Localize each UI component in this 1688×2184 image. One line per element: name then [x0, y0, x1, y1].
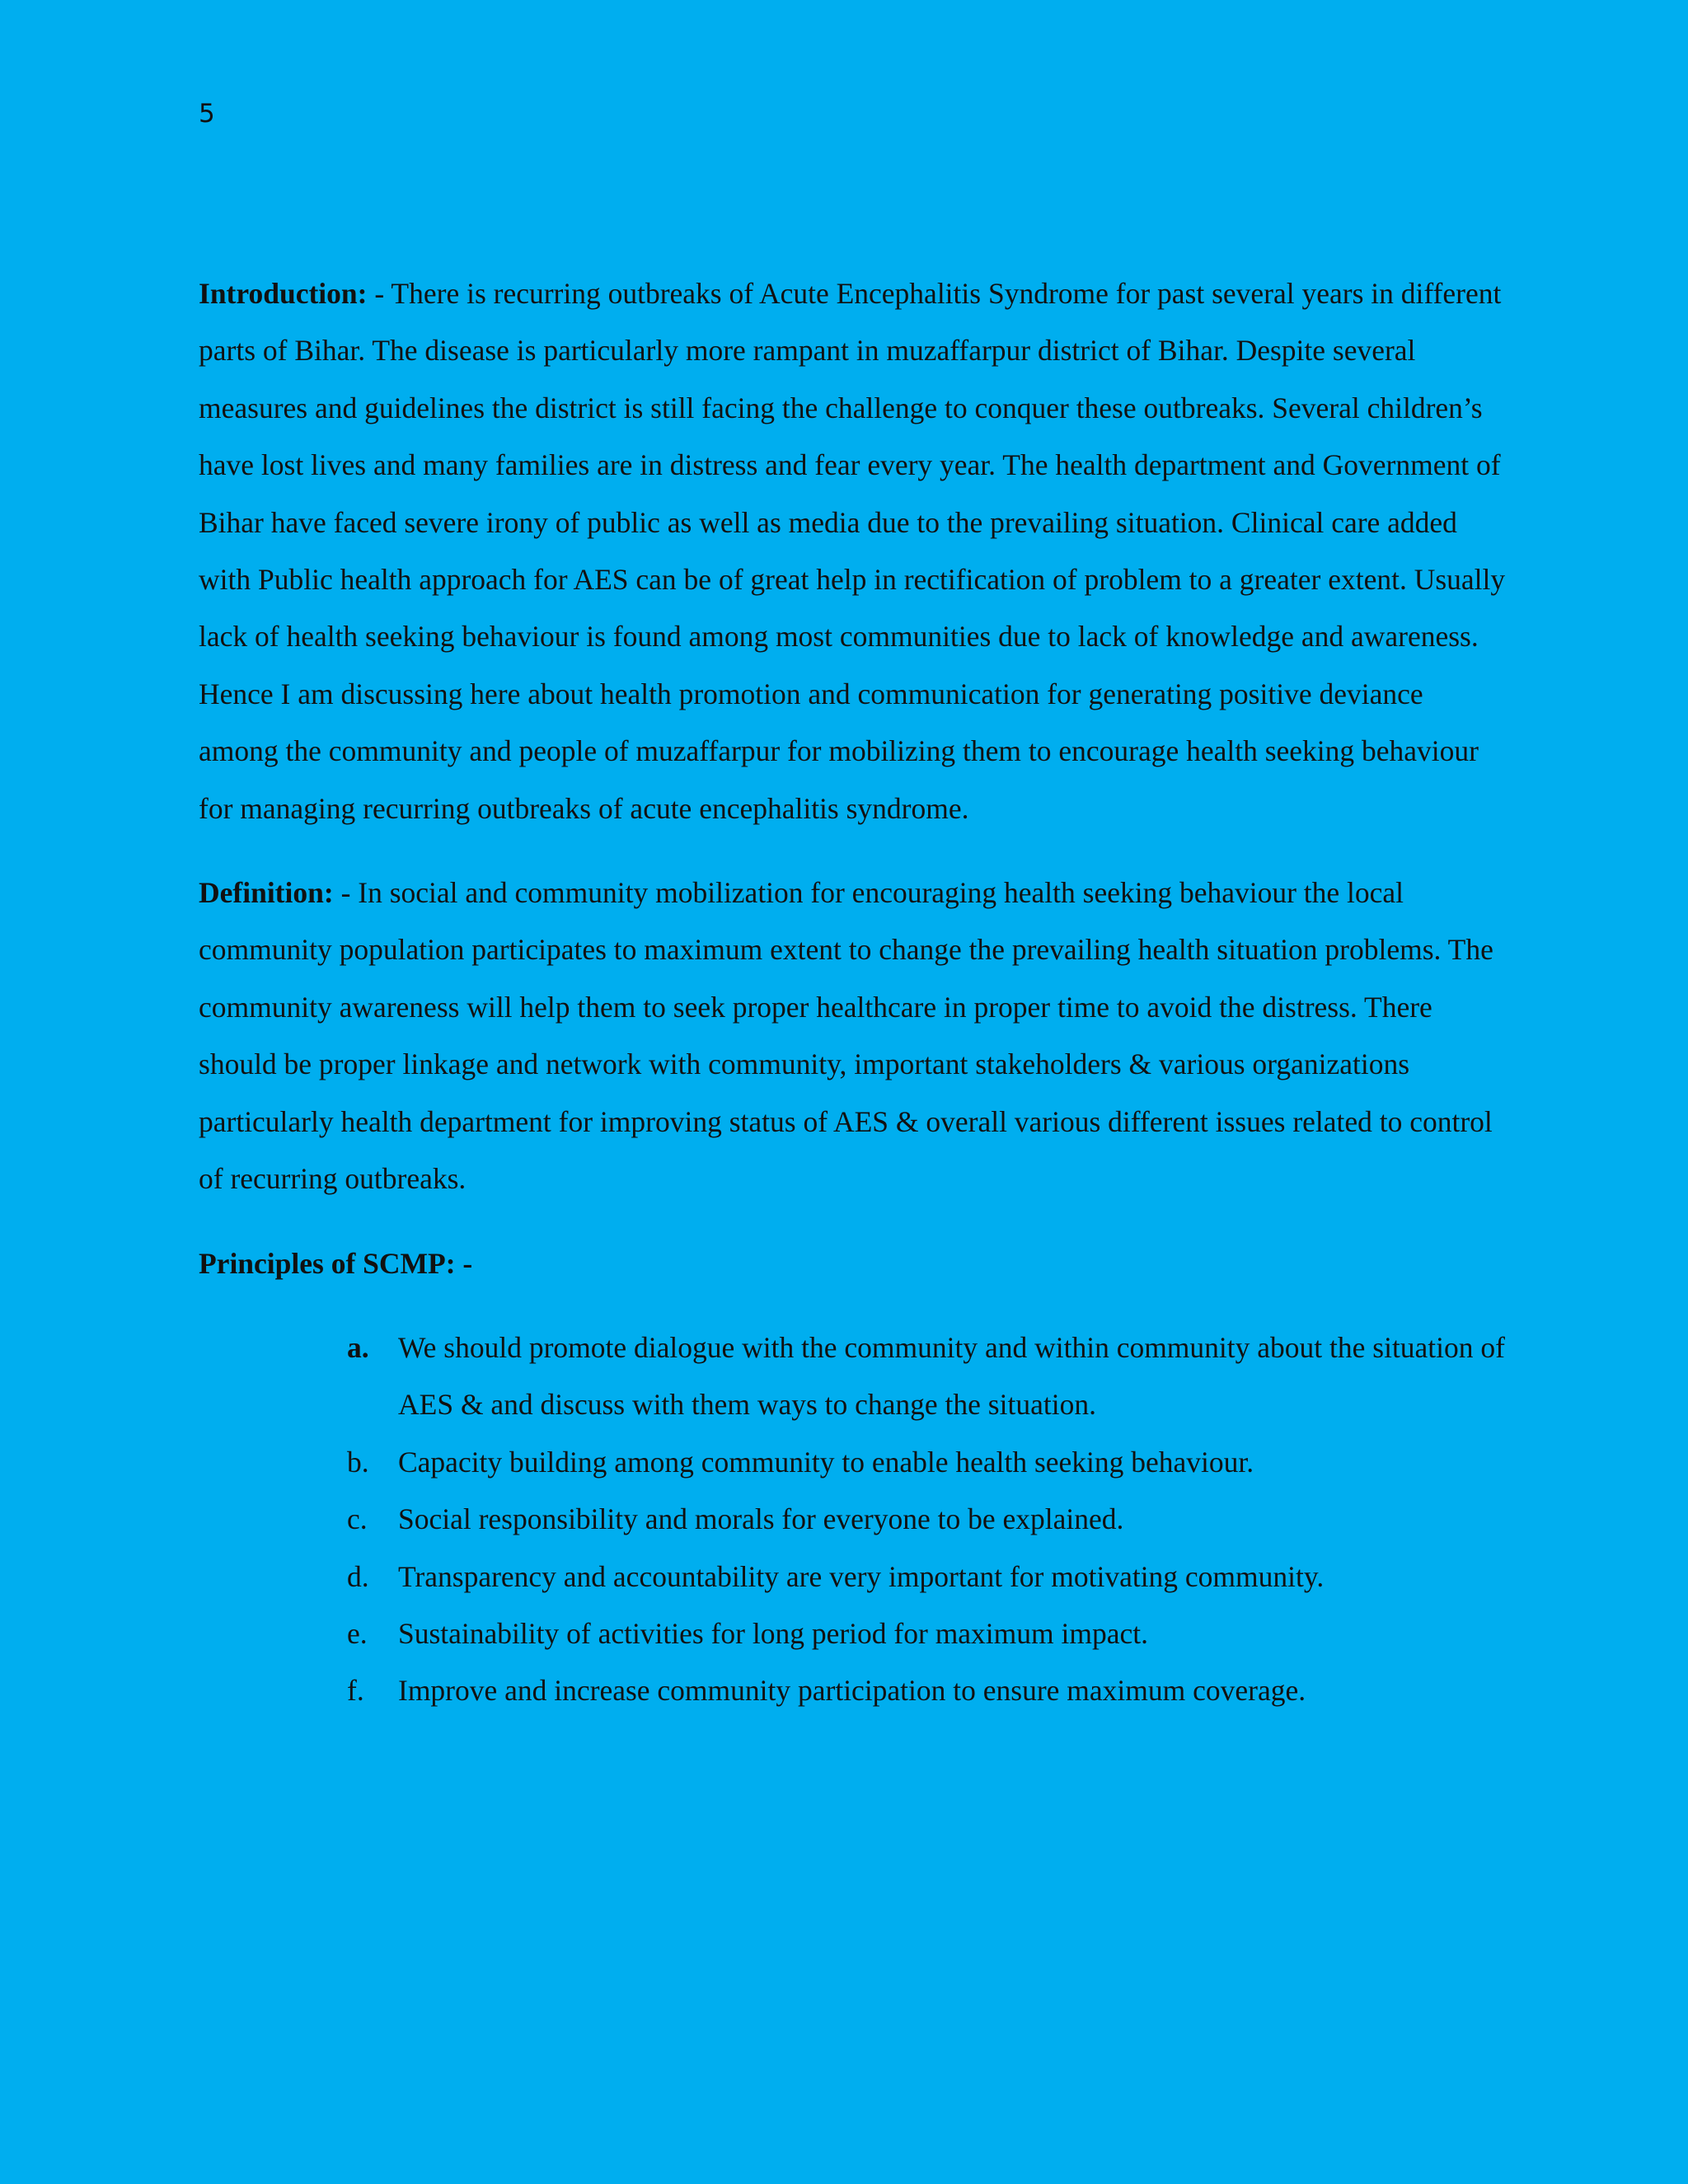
introduction-text: - There is recurring outbreaks of Acute Encephalitis Syndrome for past several years in different parts of Bihar. The disease is particularly more rampant in muzaffarpur district of Bihar. Despite several measures and guidelines the district is still facing the challenge to conquer these outbreaks. Several children’s have lost lives and many families are in distress and fear every year. The health department and Government of Bihar have faced severe irony of public as well as media due to the prevailing situation. Clinical care added with Public health approach for AES can be of great help in rectification of problem to a greater extent. Usually lack of health seeking behaviour is found among most communities due to lack of knowledge and awareness. Hence I am discussing here about health promotion and communication for generating positive deviance among the community and people of muzaffarpur for mobilizing them to encourage health seeking behaviour for managing recurring outbreaks of acute encephalitis syndrome. [199, 277, 1506, 825]
list-marker: c. [347, 1502, 368, 1536]
definition-text: - In social and community mobilization for encouraging health seeking behaviour the local community population participates to maximum extent to change the prevailing health situation problems. The community awareness will help them to seek proper healthcare in proper time to avoid the distress. There should be proper linkage and network with community, important stakeholders & various organizations particularly health department for improving status of AES & overall various different issues related to control of recurring outbreaks. [199, 876, 1493, 1196]
list-marker: b. [347, 1445, 369, 1479]
list-marker: a. [347, 1330, 369, 1364]
definition-label: Definition: [199, 876, 334, 910]
principle-text: Sustainability of activities for long period for maximum impact. [398, 1616, 1148, 1650]
list-marker: e. [347, 1616, 368, 1650]
principle-item [347, 1434, 1509, 1491]
page-number: 5 [199, 99, 215, 129]
principle-item [347, 1662, 1509, 1719]
introduction-label: Introduction: [199, 277, 368, 310]
principles-heading: Principles of SCMP: - [199, 1246, 473, 1280]
introduction-paragraph [199, 265, 1509, 837]
principle-text: Capacity building among community to enable health seeking behaviour. [398, 1445, 1254, 1479]
list-marker: f. [347, 1674, 364, 1708]
principle-item [347, 1605, 1509, 1662]
principles-list [199, 1319, 1509, 1720]
definition-paragraph [199, 865, 1509, 1207]
principle-text: Improve and increase community participation to ensure maximum coverage. [398, 1674, 1306, 1708]
principle-item [347, 1491, 1509, 1548]
principle-item [347, 1319, 1509, 1434]
list-marker: d. [347, 1559, 369, 1593]
principle-text: Social responsibility and morals for everyone to be explained. [398, 1502, 1124, 1536]
principle-text: We should promote dialogue with the community and within community about the situation of AES & and discuss with them ways to change the situation. [398, 1330, 1505, 1422]
document-body [199, 265, 1509, 1720]
principle-text: Transparency and accountability are very important for motivating community. [398, 1559, 1325, 1593]
principle-item [347, 1549, 1509, 1605]
